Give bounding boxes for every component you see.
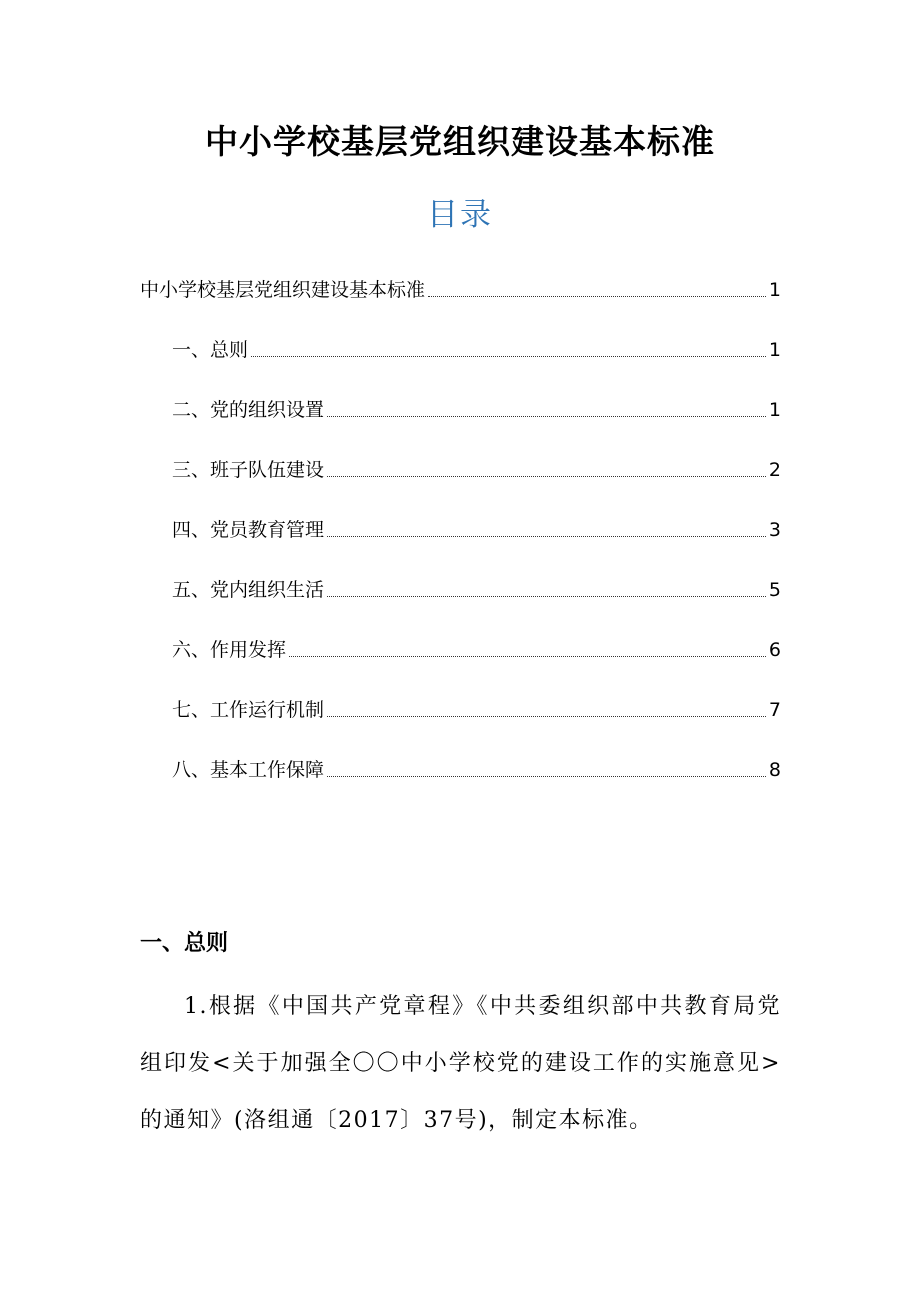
toc-entry[interactable] xyxy=(140,260,781,320)
toc-dot-leader xyxy=(428,296,766,297)
toc-entry-label: 八、基本工作保障 xyxy=(172,759,325,781)
toc-entry-label: 一、总则 xyxy=(172,339,249,361)
toc-dot-leader xyxy=(289,656,766,657)
toc-dot-leader xyxy=(327,596,766,597)
toc-entry[interactable] xyxy=(140,620,781,680)
toc-entry[interactable] xyxy=(140,320,781,380)
toc-entry[interactable] xyxy=(140,560,781,620)
toc-entry[interactable] xyxy=(140,680,781,740)
section-heading: 一、总则 xyxy=(140,931,229,956)
toc-entry-label: 二、党的组织设置 xyxy=(172,399,325,421)
toc-entry-page: 5 xyxy=(768,579,781,601)
toc-dot-leader xyxy=(327,776,766,777)
toc-entry-label: 四、党员教育管理 xyxy=(172,519,325,541)
document-title: 中小学校基层党组织建设基本标准 xyxy=(205,122,715,161)
toc-entry[interactable] xyxy=(140,380,781,440)
toc-entry-page: 6 xyxy=(768,639,781,661)
toc-entry-page: 3 xyxy=(768,519,781,541)
table-of-contents xyxy=(140,260,781,800)
toc-entry[interactable] xyxy=(140,740,781,800)
toc-entry-label: 七、工作运行机制 xyxy=(172,699,325,721)
toc-heading: 目录 xyxy=(427,197,493,233)
toc-entry-page: 1 xyxy=(768,339,781,361)
toc-entry-label: 中小学校基层党组织建设基本标准 xyxy=(140,279,426,301)
toc-dot-leader xyxy=(327,536,766,537)
toc-entry-page: 1 xyxy=(768,279,781,301)
toc-entry-label: 五、党内组织生活 xyxy=(172,579,325,601)
toc-entry-page: 2 xyxy=(768,459,781,481)
toc-dot-leader xyxy=(327,476,766,477)
body-paragraph: 1.根据《中国共产党章程》《中共委组织部中共教育局党组印发<关于加强全〇〇中小学校党的建设工作的实施意见>的通知》(洛组通〔2017〕37号)，制定本标准。 xyxy=(140,994,781,1133)
toc-entry[interactable] xyxy=(140,500,781,560)
toc-dot-leader xyxy=(251,356,766,357)
toc-entry-page: 7 xyxy=(768,699,781,721)
toc-entry-page: 1 xyxy=(768,399,781,421)
toc-entry-label: 三、班子队伍建设 xyxy=(172,459,325,481)
toc-dot-leader xyxy=(327,416,766,417)
toc-dot-leader xyxy=(327,716,766,717)
toc-entry-page: 8 xyxy=(768,759,781,781)
toc-entry[interactable] xyxy=(140,440,781,500)
toc-entry-label: 六、作用发挥 xyxy=(172,639,287,661)
